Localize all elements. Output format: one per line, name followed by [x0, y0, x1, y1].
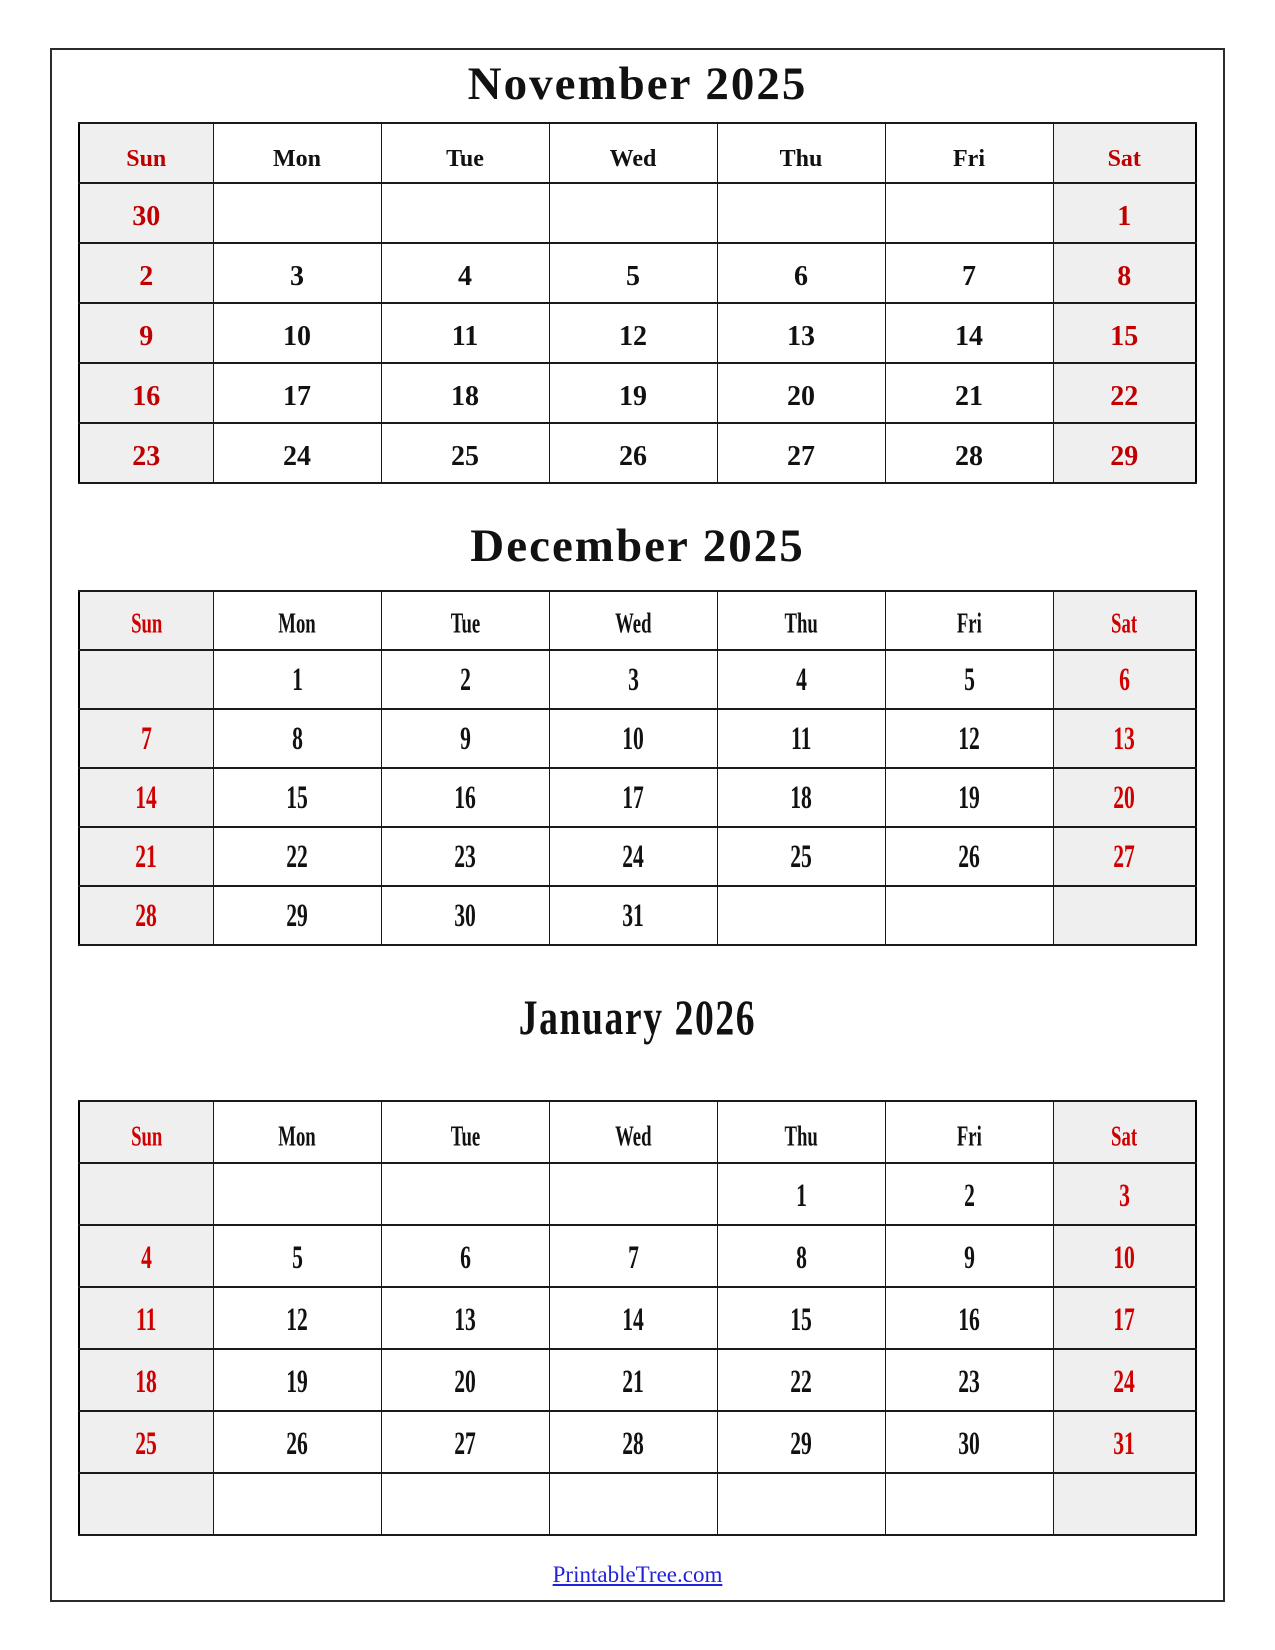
day-cell-empty: [549, 1163, 717, 1225]
day-number: 28: [135, 897, 158, 934]
footer: [52, 1562, 1223, 1588]
day-cell-12: [549, 303, 717, 363]
weekday-header-row: [79, 591, 1196, 650]
day-number: 10: [1113, 1239, 1136, 1276]
day-cell-1: [1053, 183, 1196, 243]
day-header-label: Thu: [784, 1120, 818, 1152]
day-cell-17: [549, 768, 717, 827]
day-number: 23: [958, 1363, 980, 1400]
day-cell-empty: [1053, 1473, 1196, 1535]
day-cell-15: [717, 1287, 885, 1349]
day-header-mon: [213, 1101, 381, 1163]
calendar-table-november: [78, 122, 1197, 484]
day-cell-7: [885, 243, 1053, 303]
day-number: 9: [963, 1239, 975, 1276]
day-number: 29: [286, 897, 308, 934]
day-number: 30: [958, 1425, 980, 1462]
day-cell-18: [381, 363, 549, 423]
day-cell-27: [1053, 827, 1196, 886]
day-cell-30: [885, 1411, 1053, 1473]
day-number: 5: [291, 1239, 303, 1276]
week-row: [79, 1349, 1196, 1411]
day-number: 1: [795, 1177, 807, 1214]
day-cell-17: [213, 363, 381, 423]
day-number: 3: [1118, 1177, 1130, 1214]
day-number: 4: [795, 661, 807, 698]
day-number: 16: [454, 779, 476, 816]
day-cell-23: [885, 1349, 1053, 1411]
day-cell-empty: [885, 183, 1053, 243]
day-cell-28: [549, 1411, 717, 1473]
day-number: 25: [451, 441, 479, 472]
day-cell-18: [79, 1349, 213, 1411]
day-cell-empty: [213, 183, 381, 243]
day-number: 22: [1110, 381, 1139, 412]
weekday-header-row: [79, 123, 1196, 183]
day-number: 27: [1113, 838, 1136, 875]
day-cell-6: [717, 243, 885, 303]
day-cell-14: [885, 303, 1053, 363]
day-header-thu: [717, 591, 885, 650]
day-header-sun: [79, 123, 213, 183]
day-cell-empty: [549, 1473, 717, 1535]
weekday-header-row: [79, 1101, 1196, 1163]
day-cell-18: [717, 768, 885, 827]
day-cell-22: [717, 1349, 885, 1411]
day-cell-empty: [79, 1163, 213, 1225]
day-cell-9: [381, 709, 549, 768]
week-row: [79, 1225, 1196, 1287]
day-cell-29: [717, 1411, 885, 1473]
calendar-table-december: [78, 590, 1197, 946]
day-cell-13: [1053, 709, 1196, 768]
day-header-label: Wed: [609, 146, 657, 172]
day-cell-empty: [885, 1473, 1053, 1535]
calendar-table-january: [78, 1100, 1197, 1536]
day-cell-30: [381, 886, 549, 945]
day-header-mon: [213, 591, 381, 650]
day-cell-9: [79, 303, 213, 363]
day-number: 24: [283, 441, 311, 472]
day-cell-10: [213, 303, 381, 363]
week-row: [79, 303, 1196, 363]
day-cell-26: [213, 1411, 381, 1473]
day-number: 15: [1110, 321, 1139, 352]
day-number: 6: [794, 261, 808, 292]
day-number: 21: [622, 1363, 644, 1400]
day-cell-24: [549, 827, 717, 886]
day-header-label: Sun: [126, 146, 167, 172]
day-number: 9: [139, 321, 154, 352]
day-number: 16: [958, 1301, 980, 1338]
day-number: 28: [955, 441, 983, 472]
week-row: [79, 1411, 1196, 1473]
day-cell-24: [213, 423, 381, 483]
footer-link[interactable]: PrintableTree.com: [552, 1562, 723, 1587]
day-cell-26: [885, 827, 1053, 886]
week-row: [79, 423, 1196, 483]
day-cell-empty: [717, 183, 885, 243]
day-cell-empty: [717, 886, 885, 945]
day-cell-4: [79, 1225, 213, 1287]
day-header-label: Fri: [956, 1120, 982, 1152]
day-number: 5: [963, 661, 975, 698]
day-header-tue: [381, 591, 549, 650]
day-header-label: Mon: [273, 146, 321, 172]
day-cell-empty: [717, 1473, 885, 1535]
day-cell-12: [885, 709, 1053, 768]
day-cell-11: [717, 709, 885, 768]
day-header-sat: [1053, 123, 1196, 183]
day-cell-2: [381, 650, 549, 709]
day-cell-8: [213, 709, 381, 768]
day-cell-8: [717, 1225, 885, 1287]
day-cell-13: [717, 303, 885, 363]
day-header-label: Mon: [278, 1120, 316, 1152]
day-cell-21: [885, 363, 1053, 423]
day-cell-31: [1053, 1411, 1196, 1473]
day-number: 8: [795, 1239, 807, 1276]
day-number: 17: [283, 381, 311, 412]
week-row: [79, 1163, 1196, 1225]
day-number: 3: [627, 661, 639, 698]
week-row: [79, 768, 1196, 827]
day-header-wed: [549, 591, 717, 650]
day-header-fri: [885, 591, 1053, 650]
day-number: 7: [140, 720, 152, 757]
day-cell-7: [549, 1225, 717, 1287]
day-cell-11: [381, 303, 549, 363]
day-cell-21: [79, 827, 213, 886]
day-number: 22: [790, 1363, 812, 1400]
month-section-january: [52, 986, 1223, 1536]
day-header-label: Sat: [1111, 607, 1138, 639]
day-cell-10: [1053, 1225, 1196, 1287]
day-number: 19: [958, 779, 980, 816]
day-cell-11: [79, 1287, 213, 1349]
week-row: [79, 827, 1196, 886]
day-cell-23: [381, 827, 549, 886]
day-cell-22: [1053, 363, 1196, 423]
day-number: 30: [132, 201, 161, 232]
day-cell-1: [717, 1163, 885, 1225]
day-header-mon: [213, 123, 381, 183]
day-cell-empty: [79, 650, 213, 709]
day-cell-2: [885, 1163, 1053, 1225]
day-header-label: Mon: [278, 607, 316, 639]
day-header-label: Tue: [450, 1120, 480, 1152]
week-row: [79, 709, 1196, 768]
day-cell-15: [213, 768, 381, 827]
day-number: 14: [135, 779, 158, 816]
month-title-november: November 2025: [467, 58, 808, 110]
day-number: 10: [283, 321, 311, 352]
day-cell-25: [79, 1411, 213, 1473]
day-number: 12: [958, 720, 980, 757]
day-cell-3: [549, 650, 717, 709]
day-cell-empty: [885, 886, 1053, 945]
day-number: 6: [459, 1239, 471, 1276]
day-number: 23: [454, 838, 476, 875]
week-row: [79, 363, 1196, 423]
day-number: 1: [1117, 201, 1132, 232]
day-header-label: Fri: [953, 146, 985, 172]
day-number: 17: [622, 779, 644, 816]
day-header-fri: [885, 1101, 1053, 1163]
day-number: 29: [1110, 441, 1139, 472]
day-number: 10: [622, 720, 644, 757]
page-frame: [50, 48, 1225, 1602]
day-cell-3: [1053, 1163, 1196, 1225]
day-cell-29: [213, 886, 381, 945]
day-header-label: Tue: [450, 607, 480, 639]
day-header-sun: [79, 1101, 213, 1163]
day-cell-6: [1053, 650, 1196, 709]
day-cell-28: [885, 423, 1053, 483]
day-number: 11: [451, 321, 479, 352]
day-cell-28: [79, 886, 213, 945]
day-number: 20: [1113, 779, 1136, 816]
day-number: 9: [459, 720, 471, 757]
day-cell-27: [717, 423, 885, 483]
day-number: 14: [622, 1301, 644, 1338]
day-cell-19: [549, 363, 717, 423]
day-number: 21: [135, 838, 158, 875]
day-number: 20: [787, 381, 815, 412]
day-number: 12: [619, 321, 647, 352]
day-number: 26: [958, 838, 980, 875]
day-cell-31: [549, 886, 717, 945]
day-number: 12: [286, 1301, 308, 1338]
day-cell-5: [549, 243, 717, 303]
day-number: 15: [790, 1301, 812, 1338]
week-row: [79, 886, 1196, 945]
day-cell-8: [1053, 243, 1196, 303]
day-cell-14: [549, 1287, 717, 1349]
day-header-label: Sun: [130, 607, 162, 639]
day-cell-25: [381, 423, 549, 483]
day-cell-15: [1053, 303, 1196, 363]
day-cell-7: [79, 709, 213, 768]
day-cell-24: [1053, 1349, 1196, 1411]
day-number: 2: [139, 261, 154, 292]
day-number: 31: [622, 897, 644, 934]
day-cell-4: [717, 650, 885, 709]
day-number: 7: [627, 1239, 639, 1276]
week-row: [79, 183, 1196, 243]
day-number: 13: [1113, 720, 1136, 757]
day-cell-1: [213, 650, 381, 709]
day-header-label: Wed: [614, 607, 652, 639]
day-cell-empty: [213, 1473, 381, 1535]
day-number: 17: [1113, 1301, 1136, 1338]
day-number: 18: [790, 779, 812, 816]
day-header-sat: [1053, 591, 1196, 650]
day-header-wed: [549, 1101, 717, 1163]
week-row: [79, 650, 1196, 709]
day-cell-20: [381, 1349, 549, 1411]
day-header-fri: [885, 123, 1053, 183]
day-number: 26: [286, 1425, 308, 1462]
day-header-label: Thu: [779, 146, 823, 172]
day-header-thu: [717, 123, 885, 183]
day-number: 29: [790, 1425, 812, 1462]
day-cell-3: [213, 243, 381, 303]
day-number: 21: [955, 381, 983, 412]
day-cell-12: [213, 1287, 381, 1349]
month-section-december: [52, 514, 1223, 946]
day-number: 25: [790, 838, 812, 875]
day-cell-17: [1053, 1287, 1196, 1349]
day-cell-4: [381, 243, 549, 303]
day-number: 2: [963, 1177, 975, 1214]
day-cell-empty: [381, 1473, 549, 1535]
day-number: 28: [622, 1425, 644, 1462]
day-number: 8: [1117, 261, 1132, 292]
day-header-label: Fri: [956, 607, 982, 639]
day-cell-empty: [213, 1163, 381, 1225]
day-number: 16: [132, 381, 161, 412]
day-number: 11: [790, 720, 812, 757]
day-cell-16: [79, 363, 213, 423]
day-number: 4: [458, 261, 472, 292]
day-header-sun: [79, 591, 213, 650]
month-title-december: December 2025: [470, 520, 805, 572]
day-header-wed: [549, 123, 717, 183]
day-cell-empty: [79, 1473, 213, 1535]
day-cell-20: [1053, 768, 1196, 827]
day-header-label: Sat: [1107, 146, 1141, 172]
day-number: 25: [135, 1425, 158, 1462]
week-row: [79, 1473, 1196, 1535]
day-header-label: Thu: [784, 607, 818, 639]
day-number: 27: [787, 441, 815, 472]
day-number: 19: [619, 381, 647, 412]
day-number: 22: [286, 838, 308, 875]
day-number: 3: [290, 261, 304, 292]
day-cell-2: [79, 243, 213, 303]
day-cell-26: [549, 423, 717, 483]
day-number: 18: [451, 381, 479, 412]
day-number: 5: [626, 261, 640, 292]
day-number: 27: [454, 1425, 476, 1462]
week-row: [79, 1287, 1196, 1349]
day-number: 13: [787, 321, 815, 352]
day-header-label: Wed: [614, 1120, 652, 1152]
day-header-label: Sun: [130, 1120, 162, 1152]
day-number: 4: [140, 1239, 152, 1276]
day-cell-5: [885, 650, 1053, 709]
day-cell-19: [885, 768, 1053, 827]
day-cell-14: [79, 768, 213, 827]
day-cell-27: [381, 1411, 549, 1473]
day-cell-19: [213, 1349, 381, 1411]
day-header-tue: [381, 123, 549, 183]
day-cell-5: [213, 1225, 381, 1287]
day-header-sat: [1053, 1101, 1196, 1163]
day-header-tue: [381, 1101, 549, 1163]
day-number: 31: [1113, 1425, 1136, 1462]
day-number: 6: [1118, 661, 1130, 698]
day-cell-empty: [1053, 886, 1196, 945]
week-row: [79, 243, 1196, 303]
day-number: 20: [454, 1363, 476, 1400]
day-cell-empty: [381, 183, 549, 243]
day-header-thu: [717, 1101, 885, 1163]
day-cell-29: [1053, 423, 1196, 483]
day-number: 13: [454, 1301, 476, 1338]
day-number: 11: [136, 1301, 157, 1338]
day-number: 14: [955, 321, 983, 352]
day-number: 15: [286, 779, 308, 816]
day-cell-22: [213, 827, 381, 886]
day-cell-20: [717, 363, 885, 423]
day-header-label: Tue: [446, 146, 484, 172]
day-cell-13: [381, 1287, 549, 1349]
day-number: 18: [135, 1363, 158, 1400]
month-title-january: January 2026: [518, 990, 757, 1046]
day-cell-6: [381, 1225, 549, 1287]
day-number: 24: [622, 838, 644, 875]
day-cell-empty: [549, 183, 717, 243]
day-number: 8: [291, 720, 303, 757]
day-number: 24: [1113, 1363, 1136, 1400]
day-cell-empty: [381, 1163, 549, 1225]
month-section-november: [52, 52, 1223, 484]
day-number: 19: [286, 1363, 308, 1400]
day-cell-16: [885, 1287, 1053, 1349]
day-number: 30: [454, 897, 476, 934]
day-cell-10: [549, 709, 717, 768]
day-cell-21: [549, 1349, 717, 1411]
day-number: 1: [291, 661, 303, 698]
day-cell-16: [381, 768, 549, 827]
day-number: 2: [459, 661, 471, 698]
day-cell-9: [885, 1225, 1053, 1287]
day-number: 7: [962, 261, 976, 292]
day-number: 23: [132, 441, 161, 472]
day-cell-25: [717, 827, 885, 886]
day-cell-30: [79, 183, 213, 243]
day-header-label: Sat: [1111, 1120, 1138, 1152]
day-cell-23: [79, 423, 213, 483]
day-number: 26: [619, 441, 647, 472]
